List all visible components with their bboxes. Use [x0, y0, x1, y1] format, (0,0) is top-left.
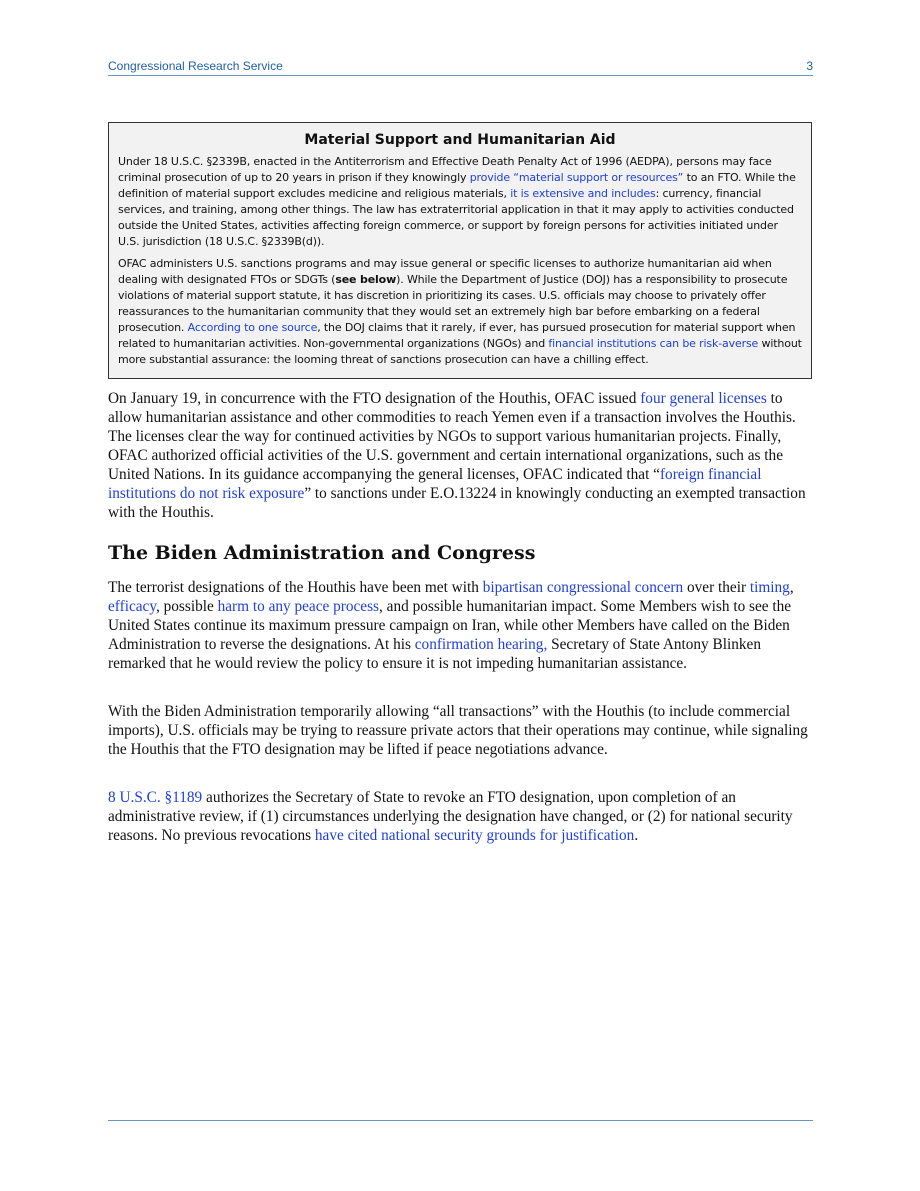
- sidebar-box-title: Material Support and Humanitarian Aid: [304, 132, 616, 148]
- link-timing[interactable]: timing: [749, 579, 790, 596]
- link-national-security-grounds[interactable]: have cited national security grounds for justification: [314, 827, 635, 844]
- link-8-usc-1189[interactable]: 8 U.S.C. §1189: [108, 789, 203, 806]
- link-efficacy[interactable]: efficacy: [108, 598, 156, 615]
- paragraph-all-transactions: With the Biden Administration temporarily allowing “all transactions” with the Houthis (to include commercial imports), U.S. officials may be trying to reassure private actors that their operations may continue, while signaling the Houthis that the FTO designation may be lifted if peace negotiations advance.: [108, 703, 808, 758]
- sidebar-box-paragraph-2: OFAC administers U.S. sanctions programs and may issue general or specific licenses to authorize humanitarian aid when dealing with designated FTOs or SDGTs (see below). While the Department of Justice (DOJ) has a responsibility to prosecute violations of material support statute, it has discretion in prioritizing its cases. U.S. officials may choose to privately offer reassurances to the humanitarian community that they would set an extremely high bar before embarking on a federal prosecution. According to one source, the DOJ claims that it rarely, if ever, has pursued prosecution for material support when related to humanitarian activities. Non-governmental organizations (NGOs) and financial institutions can be risk-averse without more substantial assurance: the looming threat of sanctions prosecution can have a chilling effect.: [118, 257, 802, 366]
- link-extensive-and-includes[interactable]: it is extensive and includes: [510, 187, 656, 200]
- link-material-support[interactable]: provide “material support or resources”: [469, 171, 684, 184]
- link-harm-to-peace-process[interactable]: harm to any peace process: [217, 598, 380, 615]
- link-confirmation-hearing[interactable]: confirmation hearing,: [414, 636, 548, 653]
- section-heading: The Biden Administration and Congress: [108, 542, 536, 564]
- link-financial-institutions-risk-averse[interactable]: financial institutions can be risk-averse: [548, 337, 759, 350]
- paragraph-revocation: 8 U.S.C. §1189 authorizes the Secretary of State to revoke an FTO designation, upon completion of an administrative review, if (1) circumstances underlying the designation have changed, or (2) for national security reasons. No previous revocations have cited national security grounds for justification.: [108, 789, 793, 844]
- link-bipartisan-congressional-concern[interactable]: bipartisan congressional concern: [482, 579, 684, 596]
- sidebar-box-paragraph-1: Under 18 U.S.C. §2339B, enacted in the Antiterrorism and Effective Death Penalty Act of 1996 (AEDPA), persons may face criminal prosecution of up to 20 years in prison if they knowingly provide “material support or resources” to an FTO. While the definition of material support excludes medicine and religious materials, it is extensive and includes: currency, financial services, and training, among other things. The law has extraterritorial application in that it may apply to activities conducted outside the United States, activities affecting foreign commerce, or support by foreign persons for activities initiated under U.S. jurisdiction (18 U.S.C. §2339B(d)).: [118, 155, 796, 248]
- link-foreign-financial-institutions[interactable]: foreign financial institutions do not risk exposure: [108, 466, 762, 502]
- header-source: Congressional Research Service: [108, 59, 283, 73]
- header-rule: [108, 75, 813, 76]
- link-four-general-licenses[interactable]: four general licenses: [640, 390, 767, 407]
- paragraph-congressional-concern: The terrorist designations of the Houthis have been met with bipartisan congressional concern over their timing, efficacy, possible harm to any peace process, and possible humanitarian impact. Some Members wish to see the United States continue its maximum pressure campaign on Iran, while other Members have called on the Biden Administration to reverse the designations. At his confirmation hearing, Secretary of State Antony Blinken remarked that he would review the policy to ensure it is not impeding humanitarian assistance.: [108, 579, 794, 672]
- paragraph-general-licenses: On January 19, in concurrence with the FTO designation of the Houthis, OFAC issued four general licenses to allow humanitarian assistance and other commodities to reach Yemen even if a transaction involves the Houthis. The licenses clear the way for continued activities by NGOs to support various humanitarian projects. Finally, OFAC authorized official activities of the U.S. government and certain international organizations, such as the United Nations. In its guidance accompanying the general licenses, OFAC indicated that “foreign financial institutions do not risk exposure” to sanctions under E.O.13224 in knowingly conducting an exempted transaction with the Houthis.: [108, 390, 806, 521]
- see-below-emphasis: see below: [335, 273, 397, 286]
- footer-rule: [108, 1120, 813, 1121]
- page-number: 3: [806, 59, 813, 73]
- page-header: [108, 59, 813, 75]
- link-according-to-one-source[interactable]: According to one source: [187, 321, 318, 334]
- sidebar-box-material-support: [108, 122, 812, 379]
